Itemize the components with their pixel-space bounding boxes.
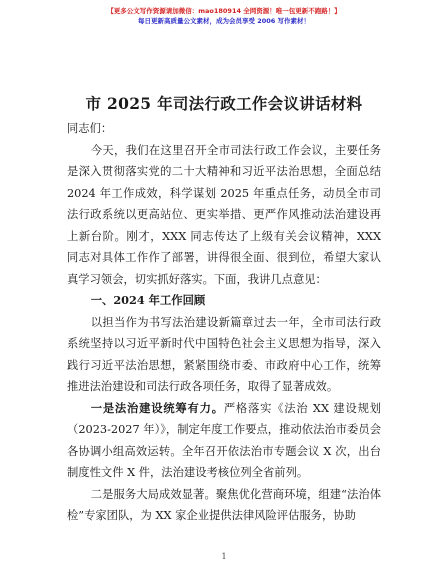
salutation: 同志们： [67, 122, 113, 135]
promo-line-1: 【更多公文写作资源请加微信：mao180914 全网资源！唯一包更新不跑路！】 [107, 7, 341, 15]
document-title: 市 2025 年司法行政工作会议讲话材料 [85, 94, 363, 113]
point-1-text: 严格落实《法治 XX 建设规划（2023-2027 年）》，制定年度工作要点，推动依法治市委员会各协调小组高效运转。全年召开依法治市专题会议 X 次，出台制度性文件 X 件，法治建设考核位列全省前列。 [67, 401, 381, 479]
document-body [67, 118, 381, 527]
page-number: 1 [221, 552, 227, 561]
promo-banner [0, 6, 448, 26]
point-1-lead: 一是法治建设统筹有力。 [90, 400, 224, 415]
point-2-paragraph: 二是服务大局成效显著。聚焦优化营商环境，组建“法治体检”专家团队，为 XX 家企业提供法律风险评估服务，协助 [67, 487, 381, 522]
intro-paragraph: 今天，我们在这里召开全市司法行政工作会议，主要任务是深入贯彻落实党的二十大精神和习近平法治思想，全面总结 2024 年工作成效，科学谋划 2025 年重点任务，动员全市司法行政系统以更高站位、更实举措、更严作风推动法治建设再上新台阶。刚才，XXX 同志传达了上级有关会议精神，XXX 同志对具体工作作了部署，讲得很全面、很到位，希望大家认真学习领会，切实抓好落实。下面，我讲几点意见： [67, 143, 381, 286]
section-heading-1: 一、2024 年工作回顾 [90, 293, 206, 307]
point-1-paragraph [67, 398, 381, 484]
section-1-paragraph: 以担当作为书写法治建设新篇章过去一年，全市司法行政系统坚持以习近平新时代中国特色社会主义思想为指导，深入践行习近平法治思想，紧紧围绕市委、市政府中心工作，统筹推进法治建设和司法行政各项任务，取得了显著成效。 [67, 315, 381, 393]
promo-line-2: 每日更新高质量公文素材，成为会员享受 2006 写作素材！ [137, 17, 311, 25]
